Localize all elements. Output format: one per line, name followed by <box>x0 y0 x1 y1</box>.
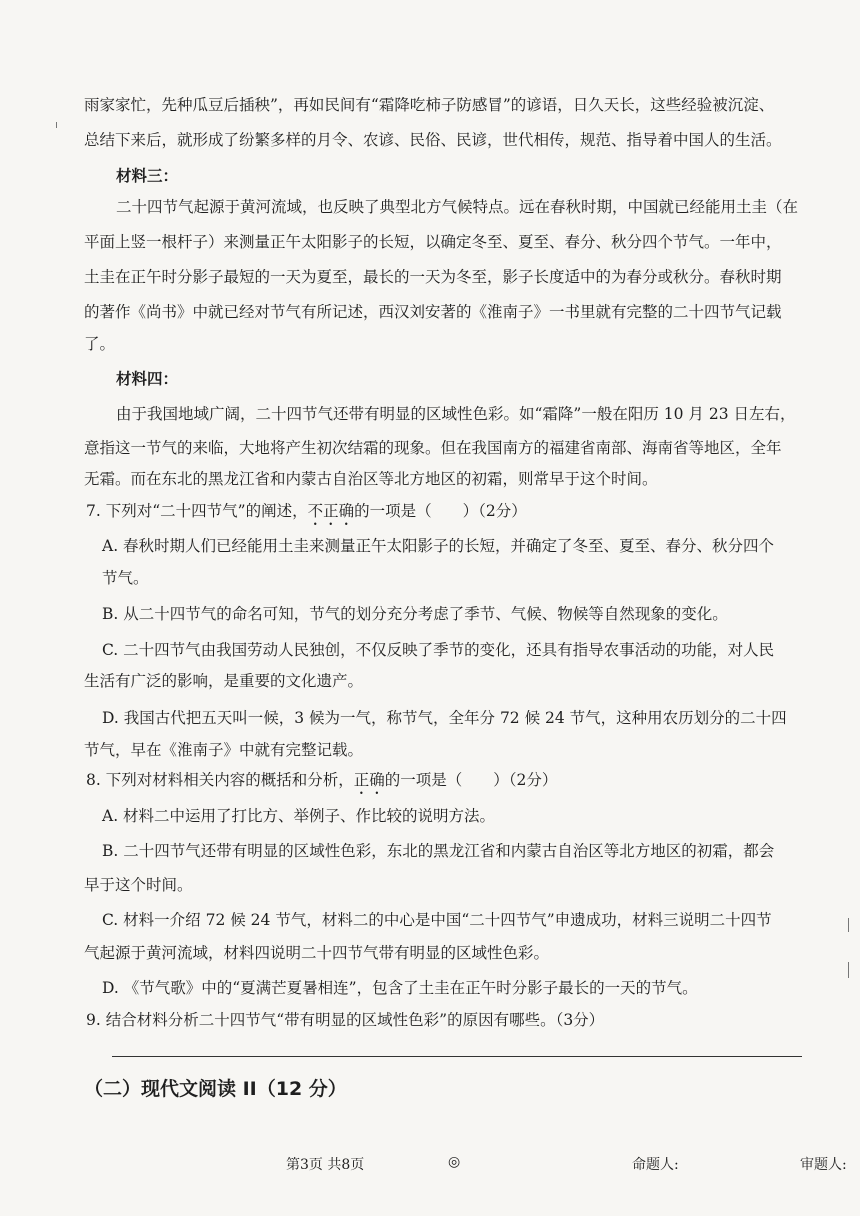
material-three-heading: 材料三： <box>116 166 179 185</box>
paragraph-line: 由于我国地域广阔，二十四节气还带有明显的区域性色彩。如“霜降”一般在阳历 10 月 23 日左右， <box>116 405 796 423</box>
paragraph-line: 平面上竖一根杆子）来测量正午太阳影子的长短，以确定冬至、夏至、春分、秋分四个节气。一年中， <box>84 233 782 251</box>
paragraph-line: 雨家家忙，先种瓜豆后插秧”，再如民间有“霜降吃柿子防感冒”的谚语，日久天长，这些经验被沉淀、 <box>84 96 775 114</box>
question-7-option-a-cont: 节气。 <box>102 569 149 587</box>
answer-line[interactable] <box>112 1056 802 1057</box>
question-8-emphasis: 正确 <box>353 771 385 789</box>
question-7-suffix: 的一项是（ ）（2分） <box>354 502 527 520</box>
question-7-prefix: 7. 下列对“二十四节气”的阐述， <box>86 502 308 520</box>
question-8-option-a: A. 材料二中运用了打比方、举例子、作比较的说明方法。 <box>102 807 496 825</box>
scan-mark <box>848 962 849 978</box>
footer-page-number: 第3页 共8页 <box>286 1157 365 1173</box>
question-7-option-b: B. 从二十四节气的命名可知，节气的划分充分考虑了季节、气候、物候等自然现象的变化。 <box>102 605 728 623</box>
paragraph-line: 总结下来后，就形成了纷繁多样的月令、农谚、民俗、民谚，世代相传，规范、指导着中国人的生活。 <box>84 131 782 149</box>
question-8-option-c-cont: 气起源于黄河流域，材料四说明二十四节气带有明显的区域性色彩。 <box>84 944 550 962</box>
question-8-option-b: B. 二十四节气还带有明显的区域性色彩，东北的黑龙江省和内蒙古自治区等北方地区的初霜，都会 <box>102 842 775 860</box>
question-7-option-c-cont: 生活有广泛的影响，是重要的文化遗产。 <box>84 672 364 690</box>
question-9-stem: 9. 结合材料分析二十四节气“带有明显的区域性色彩”的原因有哪些。（3分） <box>86 1011 605 1029</box>
question-8-option-b-cont: 早于这个时间。 <box>84 876 193 894</box>
question-8-prefix: 8. 下列对材料相关内容的概括和分析， <box>86 771 354 789</box>
question-7-option-a: A. 春秋时期人们已经能用土圭来测量正午太阳影子的长短，并确定了冬至、夏至、春分、秋分四个 <box>102 537 775 555</box>
question-8-suffix: 的一项是（ ）（2分） <box>384 771 558 789</box>
question-7-stem <box>86 501 527 529</box>
scan-mark <box>56 122 57 128</box>
paragraph-line: 了。 <box>84 335 116 353</box>
question-8-option-d: D. 《节气歌》中的“夏满芒夏暑相连”，包含了土圭在正午时分影子最长的一天的节气。 <box>102 979 698 997</box>
question-7-option-c: C. 二十四节气由我国劳动人民独创，不仅反映了季节的变化，还具有指导农事活动的功能，对人民 <box>102 641 775 659</box>
footer-symbol: ◎ <box>448 1154 461 1170</box>
question-8-stem <box>86 770 557 798</box>
question-7-emphasis: 不正确 <box>307 502 355 520</box>
material-four-heading: 材料四： <box>116 369 179 388</box>
section-heading: （二）现代文阅读 II（12 分） <box>84 1078 347 1100</box>
question-7-option-d: D. 我国古代把五天叫一候，3 候为一气，称节气，全年分 72 候 24 节气，这种用农历划分的二十四 <box>102 709 787 727</box>
footer-author: 命题人: <box>632 1157 679 1173</box>
paragraph-line: 土圭在正午时分影子最短的一天为夏至，最长的一天为冬至，影子长度适中的为春分或秋分。春秋时期 <box>84 268 782 286</box>
scan-mark <box>848 918 849 932</box>
paragraph-line: 的著作《尚书》中就已经对节气有所记述，西汉刘安著的《淮南子》一书里就有完整的二十四节气记载 <box>84 303 782 321</box>
paragraph-line: 意指这一节气的来临，大地将产生初次结霜的现象。但在我国南方的福建省南部、海南省等地区，全年 <box>84 439 782 457</box>
question-7-option-d-cont: 节气，早在《淮南子》中就有完整记载。 <box>84 741 364 759</box>
paragraph-line: 无霜。而在东北的黑龙江省和内蒙古自治区等北方地区的初霜，则常早于这个时间。 <box>84 470 658 488</box>
paragraph-line: 二十四节气起源于黄河流域，也反映了典型北方气候特点。远在春秋时期，中国就已经能用土圭（在 <box>116 198 799 216</box>
question-8-option-c: C. 材料一介绍 72 候 24 节气，材料二的中心是中国“二十四节气”申遗成功，材料三说明二十四节 <box>102 911 772 929</box>
footer-reviewer: 审题人: <box>800 1157 847 1173</box>
